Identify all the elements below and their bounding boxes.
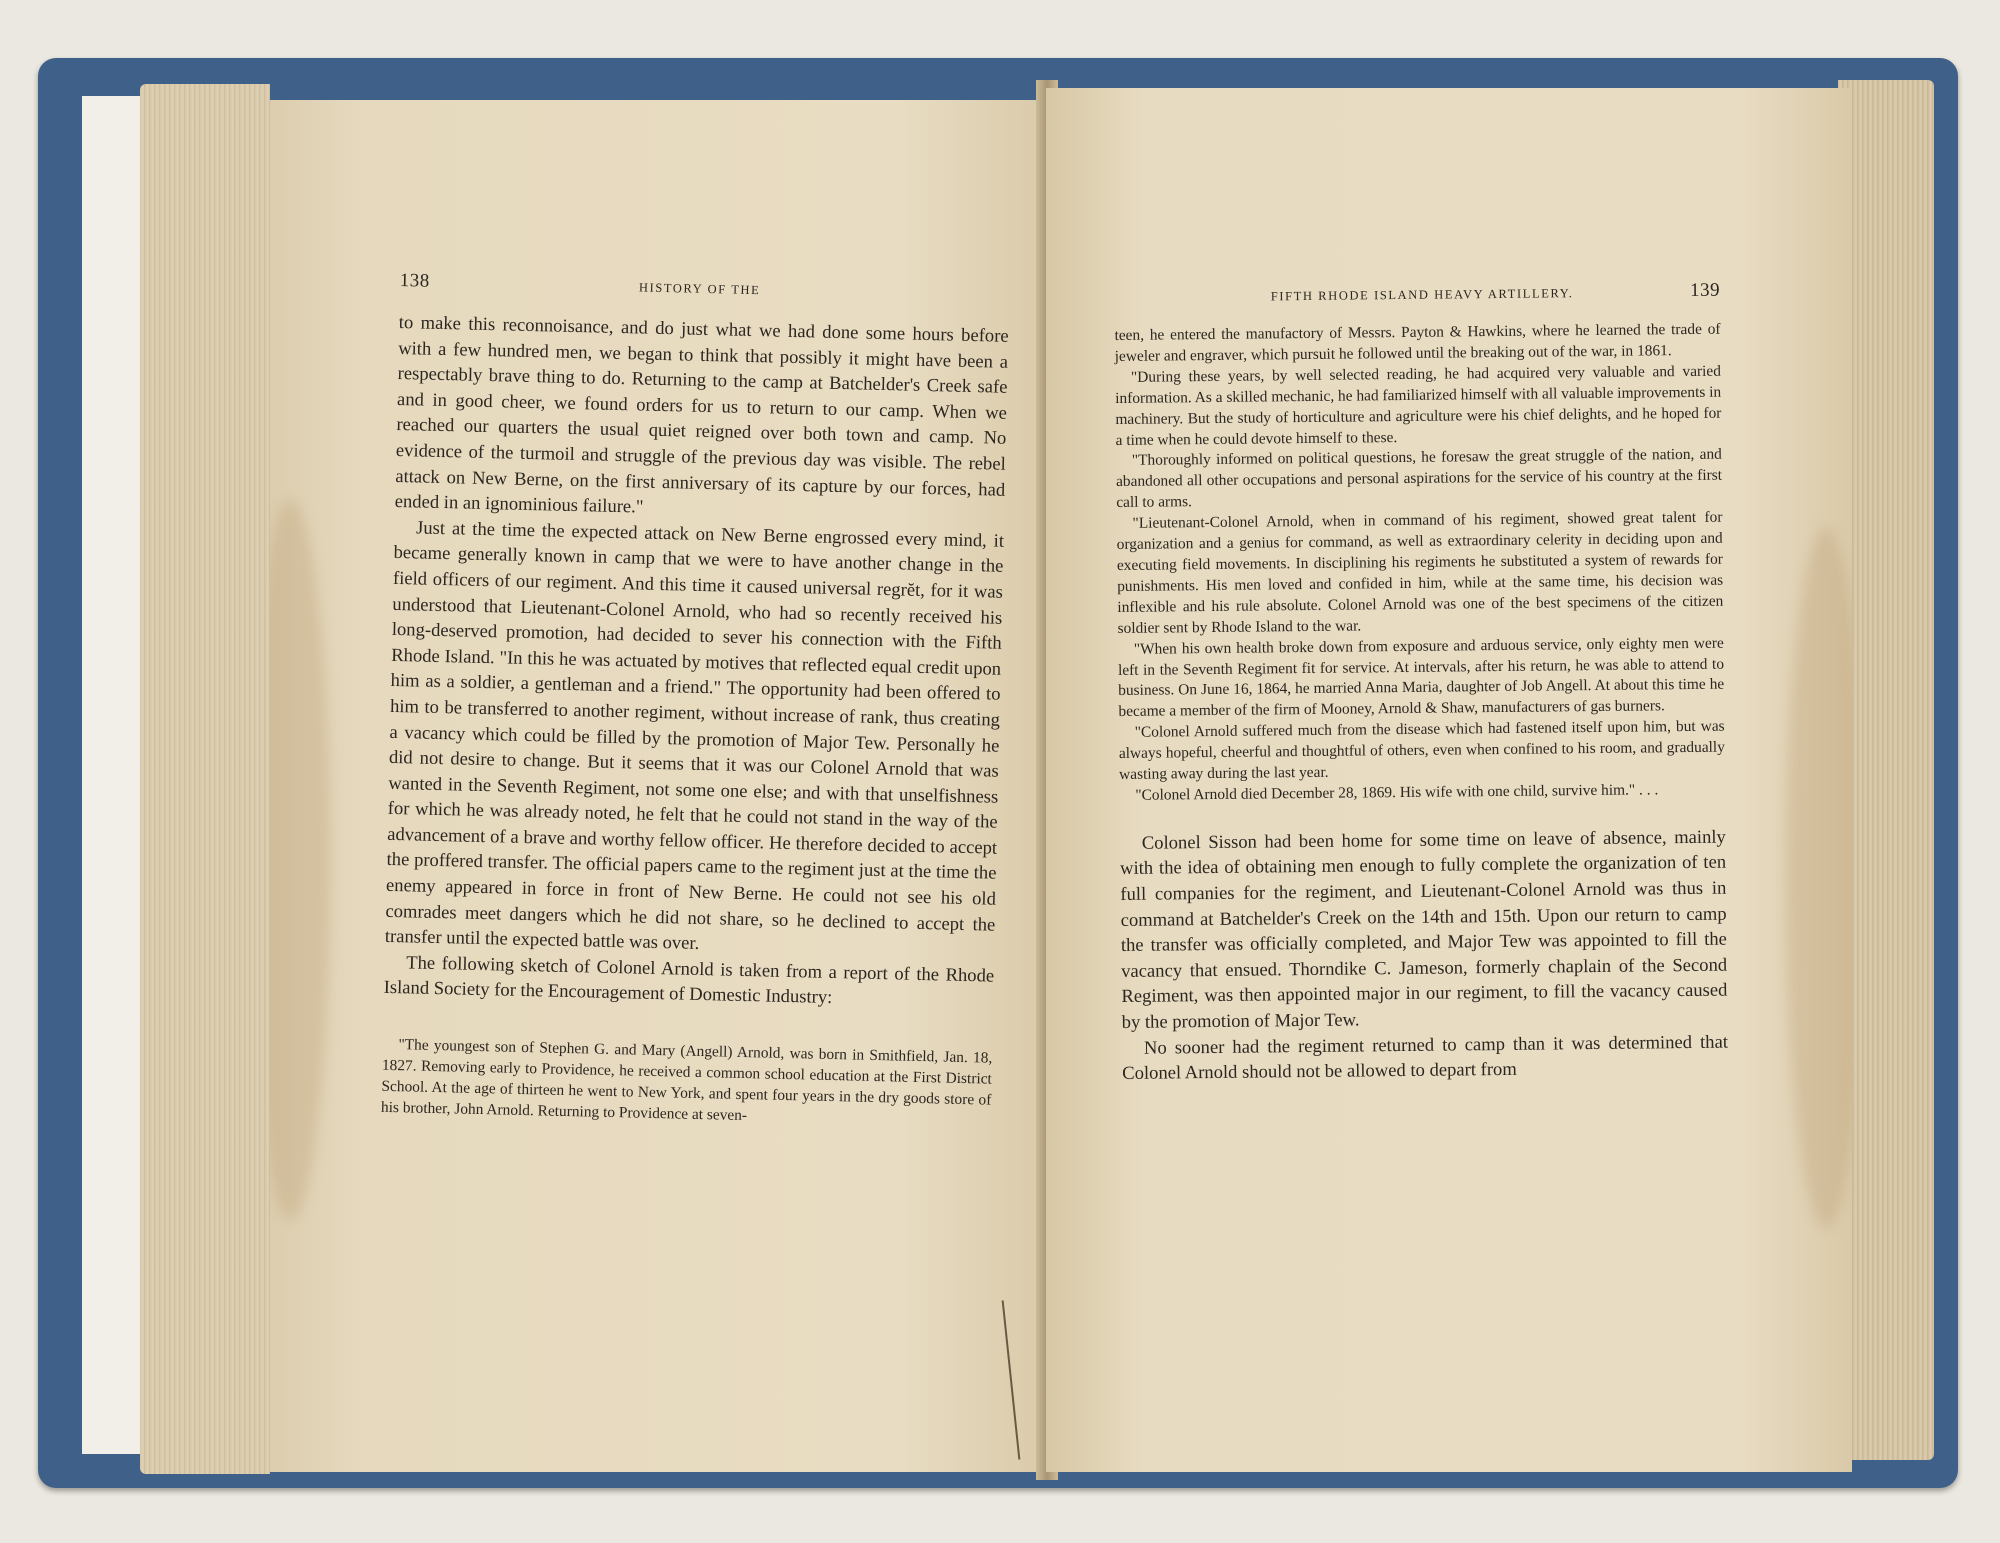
- left-body-text: [383, 310, 1009, 1015]
- page-number: 139: [1689, 279, 1721, 301]
- extract-paragraph: teen, he entered the manufactory of Messrs. Payton & Hawkins, where he learned the trade of jeweler and engraver, which pursuit he followed until the breaking out of the war, in 1861.: [1114, 320, 1721, 365]
- page-edges-left: [140, 84, 270, 1474]
- extract-paragraph: "During these years, by well selected reading, he had acquired very valuable and varied information. As a skilled mechanic, he had familiarized himself with all valuable improvements in machinery. But the study of horticulture and agriculture were his chief delights, and he hoped for a time when he could devote himself to these.: [1115, 362, 1722, 449]
- left-page-content: [381, 270, 1010, 1132]
- left-extract: [381, 1035, 993, 1132]
- left-running-head: [400, 270, 1010, 306]
- extract-paragraph: "When his own health broke down from exposure and arduous service, only eighty men were left in the Seventh Regiment fit for service. At intervals, after his return, he was able to attend to business. On June 16, 1864, he married Anna Maria, daughter of Job Angell. At about this time he became a member of the firm of Mooney, Arnold & Shaw, manufacturers of gas burners.: [1117, 634, 1725, 721]
- paragraph: No sooner had the regiment returned to camp than it was determined that Colonel Arnold should not be allowed to depart from: [1122, 1031, 1729, 1085]
- paragraph: to make this reconnoisance, and do just what we had done some hours before with a few hundred men, we began to think that possibly it might have been a respectably brave thing to do. Returning to the camp at Batchelder's Creek safe and in good cheer, we found orders for us to return to our camp. When we reached our quarters the usual quiet reigned over both town and camp. No evidence of the turmoil and struggle of the previous day was visible. The rebel attack on New Berne, on the first anniversary of its capture by our forces, had ended in an ignominious failure.": [394, 311, 1009, 518]
- right-extract: [1114, 320, 1725, 807]
- right-body-text: [1120, 824, 1729, 1086]
- right-page: [1046, 88, 1852, 1472]
- page-number: 138: [399, 270, 430, 292]
- extract-paragraph: "Lieutenant-Colonel Arnold, when in command of his regiment, showed great talent for organization and a genius for command, as well as extraordinary celerity in deciding upon and executing field movements. In disciplining his regiments he substituted a system of rewards for punishments. His men loved and confided in him, while at the same time, his decision was inflexible and his rule absolute. Colonel Arnold was one of the best specimens of the citizen soldier sent by Rhode Island to the war.: [1116, 508, 1724, 637]
- right-page-content: [1114, 280, 1728, 1087]
- running-head-title: FIFTH RHODE ISLAND HEAVY ARTILLERY.: [1270, 286, 1574, 304]
- water-stain: [1786, 528, 1852, 1228]
- extract-paragraph: "Thoroughly informed on political questions, he foresaw the great struggle of the nation, and abandoned all other occupations and personal aspirations for the service of his country at the first call to arms.: [1115, 446, 1723, 512]
- page-edges-right: [1838, 80, 1934, 1460]
- paragraph: Just at the time the expected attack on New Berne engrossed every mind, it became generally known in camp that we were to have another change in the field officers of our regiment. And this time it caused universal regrĕt, for it was understood that Lieutenant-Colonel Arnold, who had so recently received his long-deserved promotion, had decided to sever his connection with the Fifth Rhode Island. "In this he was actuated by motives that reflected equal credit upon him as a soldier, a gentleman and a friend." The opportunity had been offered to him to be transferred to another regiment, without increase of rank, thus creating a vacancy which could be filled by the promotion of Major Tew. Personally he did not desire to change. But it seems that it was our Colonel Arnold that was wanted in the Seventh Regiment, not some one else; and with that unselfishness for which he was already noted, he felt that he could not stand in the way of the advancement of a brave and worthy fellow officer. He therefore decided to accept the proffered transfer. The official papers came to the regiment just at the time the enemy appeared in force in front of New Berne. He could not see his old comrades meet dangers which he did not share, so he declined to accept the transfer until the expected battle was over.: [384, 517, 1005, 955]
- extract-paragraph: "Colonel Arnold suffered much from the disease which had fastened itself upon him, but was always hopeful, cheerful and thoughtful of others, even when confined to his room, and gradually wasting away during the last year.: [1118, 717, 1725, 784]
- extract-paragraph: "Colonel Arnold died December 28, 1869. His wife with one child, survive him." . . .: [1135, 781, 1659, 804]
- extract-paragraph: "The youngest son of Stephen G. and Mary (Angell) Arnold, was born in Smithfield, Jan. 18, 1827. Removing early to Providence, he received a common school education at the First District School. At the age of thirteen he went to New York, and spent four years in the dry goods store of his brother, John Arnold. Returning to Providence at seven-: [380, 1036, 993, 1124]
- right-running-head: [1114, 280, 1720, 308]
- paragraph: Colonel Sisson had been home for some time on leave of absence, mainly with the idea of obtaining men enough to fully complete the organization of ten full companies for the regiment, and Lieutenant-Colonel Arnold was thus in command at Batchelder's Creek on the 14th and 15th. Upon our return to camp the transfer was officially completed, and Major Tew was appointed to fill the vacancy that ensued. Thorndike C. Jameson, formerly chaplain of the Second Regiment, was then appointed major in our regiment, to fill the vacancy caused by the promotion of Major Tew.: [1119, 826, 1728, 1033]
- endpaper: [82, 96, 142, 1454]
- water-stain: [270, 500, 330, 1220]
- paragraph: The following sketch of Colonel Arnold is taken from a report of the Rhode Island Society for the Encouragement of Domestic Industry:: [383, 952, 995, 1009]
- left-page: [270, 100, 1056, 1472]
- running-head-title: HISTORY OF THE: [638, 280, 761, 298]
